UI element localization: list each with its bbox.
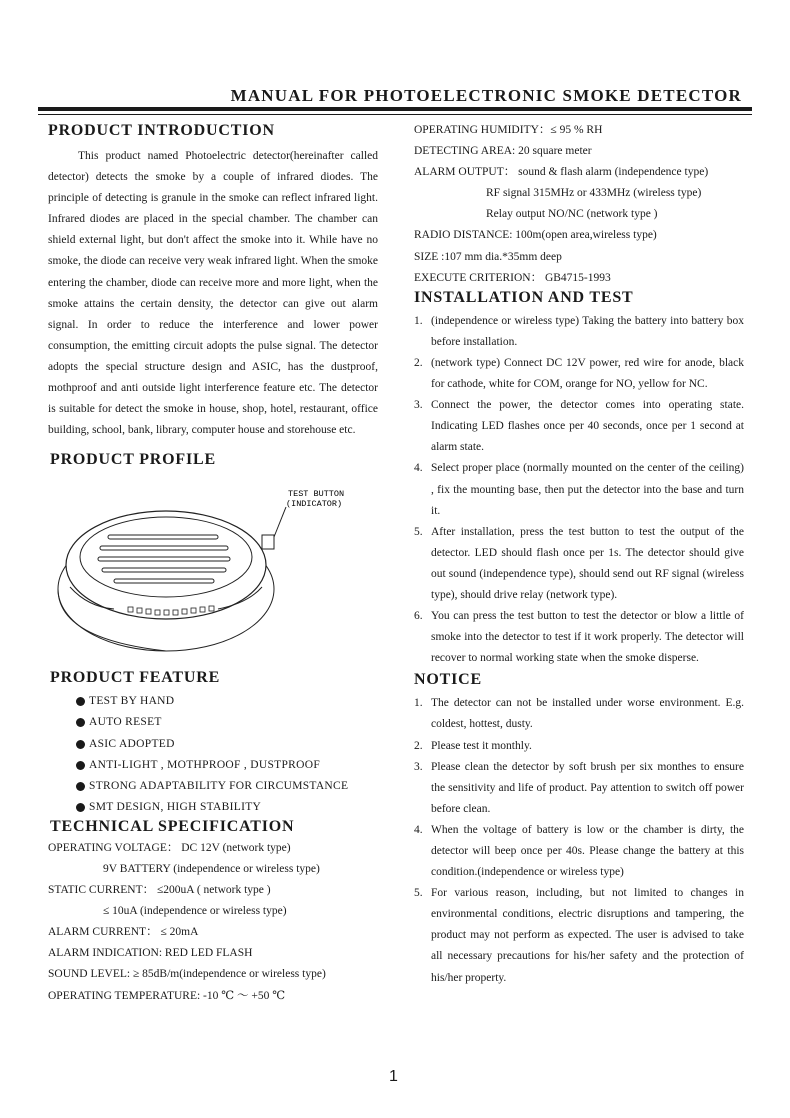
spec-line: RADIO DISTANCE: 100m(open area,wireless type) <box>414 229 657 242</box>
spec-line: ≤ 10uA (independence or wireless type) <box>103 905 287 918</box>
right-column <box>414 120 744 989</box>
feature-item: SMT DESIGN, HIGH STABILITY <box>48 797 378 818</box>
callout-label-1: TEST BUTTON <box>288 489 345 500</box>
feature-list <box>48 691 378 818</box>
spec-line: ALARM INDICATION: RED LED FLASH <box>48 947 253 960</box>
installation-item: 6. You can press the test button to test the detector or blow a little of smoke into the detector to test if it work properly. The detector will recover to normal working state when the smoke disperse. <box>414 610 744 665</box>
installation-item: 5. After installation, press the test button to test the output of the detector. LED should flash once per 1s. The detector should give out sound (independence type), should send out RF signal (wireless type), should drive relay (network type). <box>414 525 744 601</box>
spec-line: 9V BATTERY (independence or wireless type) <box>103 862 320 875</box>
spec-line: RF signal 315MHz or 433MHz (wireless type) <box>486 187 702 200</box>
notice-item: 2. Please test it monthly. <box>414 739 532 752</box>
spec-list-left <box>48 838 378 1007</box>
installation-item: 1. (independence or wireless type) Taking the battery into battery box before installation. <box>414 314 744 348</box>
installation-list <box>414 311 744 670</box>
left-column <box>48 120 378 1007</box>
installation-item: 4. Select proper place (normally mounted on the center of the ceiling) , fix the mounting base, then put the detector into the base and turn it. <box>414 462 744 517</box>
spec-line: STATIC CURRENT： ≤200uA ( network type ) <box>48 884 271 897</box>
feature-heading: PRODUCT FEATURE <box>50 669 221 687</box>
intro-paragraph: This product named Photoelectric detector(hereinafter called detector) detects the smoke by a couple of infrared diodes. The principle of detecting is granule in the smoke can reflect infrared light. Infrared diodes are placed in the special chamber. The chamber can shield external light, but don't affect the smoke into it. While have no smoke, the diode can receive very weak infrared light. When the smoke entering the chamber, diode can receive more and more light, when the smoke attains the certain density, the detector can give out alarm signal. In order to reduce the interference and lower power consumption, the emitting circuit adopts the pulse signal. The detector adopts the special structure design and ASIC, has the dustproof, mothproof and anti outside light interference feature etc. The detector is suitable for detect the smoke in house, shop, hotel, restaurant, office building, school, bank, library, computer house and storehouse etc. <box>48 150 378 437</box>
test-button <box>262 535 274 549</box>
notice-item: 4. When the voltage of battery is low or the chamber is dirty, the detector will beep once per 40s. Please change the battery at this condition.(independence or wireless type) <box>414 823 744 879</box>
spec-line: DETECTING AREA: 20 square meter <box>414 145 592 158</box>
callout-label-2: (INDICATOR) <box>286 499 343 510</box>
spec-line: SOUND LEVEL: ≥ 85dB/m(independence or wireless type) <box>48 968 326 981</box>
profile-heading: PRODUCT PROFILE <box>50 451 216 469</box>
intro-heading: PRODUCT INTRODUCTION <box>48 122 275 139</box>
installation-heading: INSTALLATION AND TEST <box>414 288 634 306</box>
spec-heading: TECHNICAL SPECIFICATION <box>50 817 295 835</box>
callout-line <box>274 507 286 537</box>
notice-list <box>414 693 744 988</box>
notice-item: 5. For various reason, including, but not limited to changes in environmental conditions, electric disruptions and tampering, the product may not perform as expected. The user is advised to take all necessary precautions for his/her safety and the protection of his/her property. <box>414 887 744 984</box>
spec-line: Relay output NO/NC (network type ) <box>486 208 658 221</box>
spec-line: SIZE :107 mm dia.*35mm deep <box>414 250 562 263</box>
feature-item: ASIC ADOPTED <box>48 734 378 755</box>
feature-item: TEST BY HAND <box>48 691 378 712</box>
notice-item: 3. Please clean the detector by soft brush per six monthes to ensure the sensitivity and life of product. Pay attention to switch off power before clean. <box>414 760 744 815</box>
notice-heading: NOTICE <box>414 671 482 689</box>
spec-list-right <box>414 120 744 289</box>
spec-line: OPERATING VOLTAGE： DC 12V (network type) <box>48 841 291 854</box>
notice-item: 1. The detector can not be installed under worse environment. E.g. coldest, hottest, dusty. <box>414 697 744 731</box>
header-rule-thick <box>38 107 752 111</box>
spec-line: OPERATING TEMPERATURE: -10 ℃ ～ +50 ℃ <box>48 989 286 1002</box>
product-profile-figure <box>48 469 378 669</box>
spec-line: EXECUTE CRITERION： GB4715-1993 <box>414 271 611 284</box>
smoke-detector-illustration <box>48 469 378 669</box>
feature-item: STRONG ADAPTABILITY FOR CIRCUMSTANCE <box>48 776 378 797</box>
spec-line: ALARM OUTPUT： sound & flash alarm (independence type) <box>414 166 709 179</box>
installation-item: 2. (network type) Connect DC 12V power, red wire for anode, black for cathode, white for COM, orange for NO, yellow for NC. <box>414 356 744 391</box>
spec-line: OPERATING HUMIDITY：≤ 95 % RH <box>414 124 603 136</box>
document-title: MANUAL FOR PHOTOELECTRONIC SMOKE DETECTOR <box>230 86 742 105</box>
spec-line: ALARM CURRENT： ≤ 20mA <box>48 926 199 939</box>
feature-item: ANTI-LIGHT , MOTHPROOF , DUSTPROOF <box>48 755 378 776</box>
page-number: 1 <box>389 1068 398 1085</box>
feature-item: AUTO RESET <box>48 712 378 733</box>
installation-item: 3. Connect the power, the detector comes into operating state. Indicating LED flashes once per 40 seconds, once per 1 second at alarm state. <box>414 399 744 454</box>
header-rule-thin <box>38 114 752 115</box>
